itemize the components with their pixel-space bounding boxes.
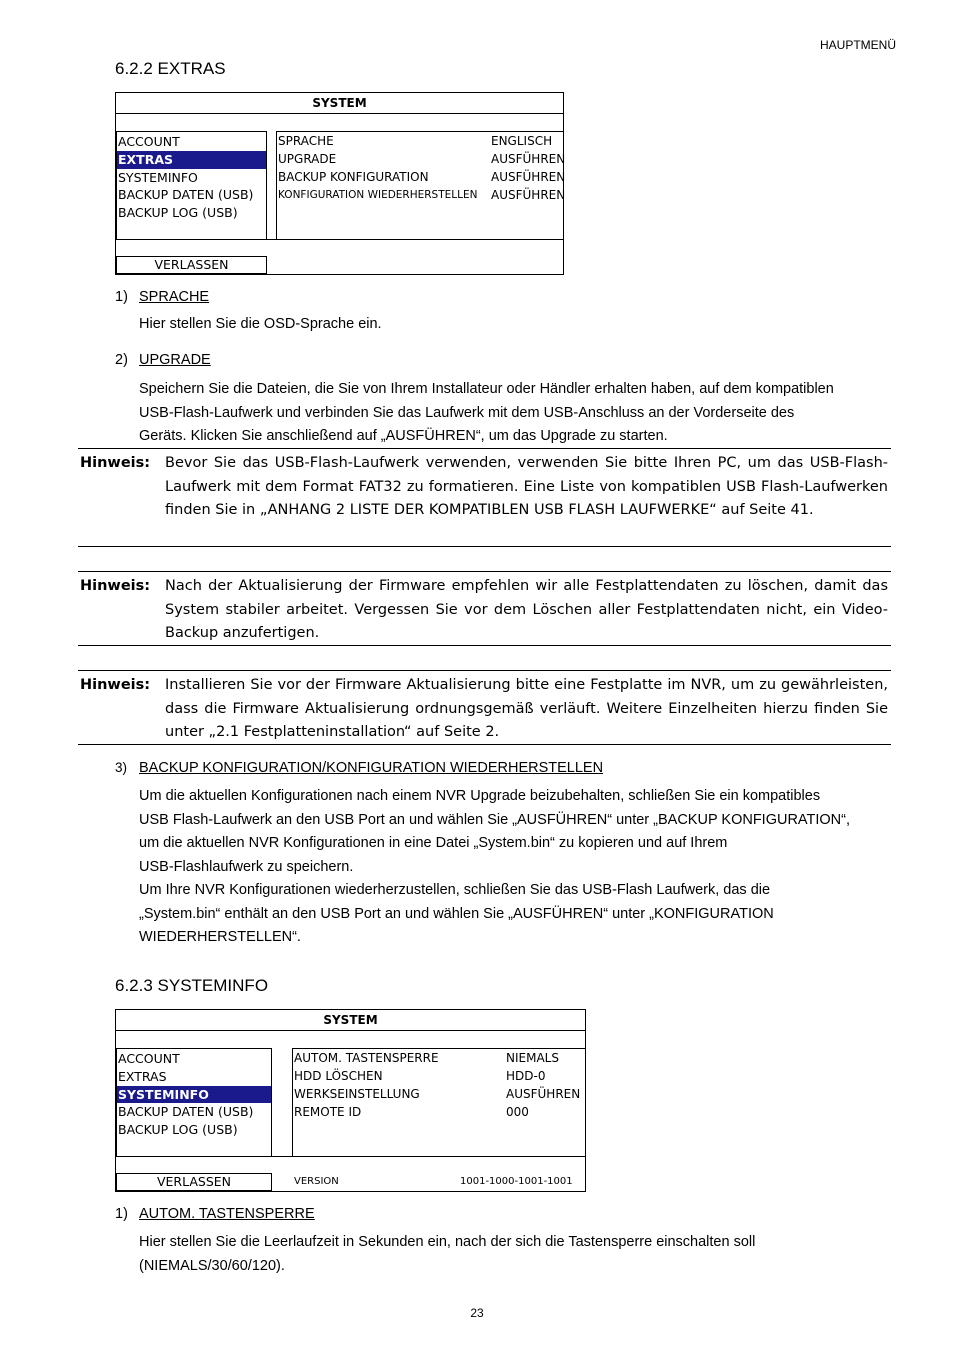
paragraph [139, 785, 891, 950]
page-number: 23 [470, 1306, 484, 1320]
setting-label: HDD LÖSCHEN [294, 1069, 383, 1083]
setting-row-remote-id[interactable] [293, 1103, 585, 1121]
setting-row-hdd-loeschen[interactable] [293, 1067, 585, 1085]
setting-row-sprache[interactable] [277, 132, 563, 150]
setting-label: AUTOM. TASTENSPERRE [294, 1051, 439, 1065]
setting-label: KONFIGURATION WIEDERHERSTELLEN [278, 189, 478, 201]
menu-title: SYSTEM [116, 93, 563, 114]
system-menu-systeminfo [115, 1009, 586, 1192]
menu-divider [116, 239, 563, 240]
setting-value[interactable]: AUSFÜHREN [491, 170, 566, 184]
setting-value[interactable]: AUSFÜHREN [506, 1087, 581, 1101]
menu-item-backup-log[interactable]: BACKUP LOG (USB) [118, 1122, 238, 1138]
text-line: Speichern Sie die Dateien, die Sie von Ihrem Installateur oder Händler erhalten haben, auf dem kompatiblen [139, 381, 834, 397]
text-line: Hier stellen Sie die Leerlaufzeit in Sekunden ein, nach der sich die Tastensperre einschalten soll [139, 1234, 756, 1250]
text-line: USB-Flashlaufwerk zu speichern. [139, 858, 354, 875]
exit-button[interactable]: VERLASSEN [116, 1173, 272, 1191]
setting-label: REMOTE ID [294, 1105, 362, 1119]
text-line: Um die aktuellen Konfigurationen nach einem NVR Upgrade beizubehalten, schließen Sie ein kompatibles [139, 788, 821, 804]
version-label: VERSION [294, 1176, 339, 1187]
menu-item-account[interactable]: ACCOUNT [118, 134, 180, 149]
text-line: um die aktuellen NVR Konfigurationen in eine Datei „System.bin“ zu kopieren und auf Ihrem [139, 835, 728, 851]
menu-item-backup-daten[interactable]: BACKUP DATEN (USB) [118, 1104, 254, 1120]
item-title-sprache: SPRACHE [139, 289, 210, 305]
text-line: WIEDERHERSTELLEN“. [139, 929, 301, 945]
setting-row-backup-konfiguration[interactable] [277, 168, 566, 186]
note-text: Bevor Sie das USB-Flash-Laufwerk verwenden, verwenden Sie bitte Ihren PC, um das USB-Flash-Laufwerk mit dem Format FAT32 zu formatieren. Eine Liste von kompatiblen USB Flash-Laufwerken finden Sie in „ANHANG 2 LISTE DER KOMPATIBLEN USB FLASH LAUFWERKE“ auf Seite 41. [165, 455, 888, 518]
paragraph: Hier stellen Sie die OSD-Sprache ein. [139, 316, 382, 332]
setting-value[interactable]: AUSFÜHREN [491, 188, 566, 202]
menu-item-systeminfo[interactable]: SYSTEMINFO [118, 169, 198, 185]
menu-item-backup-log[interactable]: BACKUP LOG (USB) [118, 205, 238, 221]
list-number: 2) [115, 352, 128, 368]
menu-item-systeminfo[interactable]: SYSTEMINFO [117, 1086, 271, 1104]
text-line: Geräts. Klicken Sie anschließend auf „AUSFÜHREN“, um das Upgrade zu starten. [139, 428, 668, 444]
menu-item-extras[interactable]: EXTRAS [118, 1068, 167, 1084]
list-number: 3) [115, 760, 128, 775]
menu-divider [116, 1156, 585, 1157]
menu-right-list [276, 131, 564, 240]
setting-value[interactable]: HDD-0 [506, 1069, 546, 1083]
note-label: Hinweis: [80, 677, 151, 693]
running-header: HAUPTMENÜ [819, 38, 896, 52]
setting-label: BACKUP KONFIGURATION [278, 170, 429, 184]
menu-item-account[interactable]: ACCOUNT [118, 1051, 180, 1066]
setting-value[interactable]: ENGLISCH [491, 134, 553, 148]
note-box [78, 670, 891, 745]
menu-left-list [116, 1048, 272, 1157]
version-value: 1001-1000-1001-1001 [460, 1176, 573, 1187]
menu-right-list [292, 1048, 586, 1157]
text-line: USB Flash-Laufwerk an den USB Port an und wählen Sie „AUSFÜHREN“ unter „BACKUP KONFIGURATION“, [139, 811, 851, 828]
menu-left-list [116, 131, 267, 240]
setting-value[interactable]: NIEMALS [506, 1051, 559, 1065]
menu-item-backup-daten[interactable]: BACKUP DATEN (USB) [118, 187, 254, 203]
setting-row-konfiguration-wiederherstellen[interactable] [277, 186, 566, 204]
item-title-tastensperre: AUTOM. TASTENSPERRE [139, 1206, 315, 1222]
note-label: Hinweis: [80, 455, 151, 471]
item-title-upgrade: UPGRADE [139, 352, 211, 368]
text-line: „System.bin“ enthält an den USB Port an und wählen Sie „AUSFÜHREN“ unter „KONFIGURATION [139, 905, 774, 922]
text-line: Um Ihre NVR Konfigurationen wiederherzustellen, schließen Sie das USB-Flash Laufwerk, das die [139, 882, 771, 898]
paragraph [139, 378, 891, 449]
text-line: (NIEMALS/30/60/120). [139, 1257, 285, 1274]
setting-row-tastensperre[interactable] [293, 1049, 585, 1067]
note-box [78, 448, 891, 547]
section-heading-extras: 6.2.2 EXTRAS [115, 59, 226, 78]
setting-label: UPGRADE [278, 152, 337, 166]
note-text: Nach der Aktualisierung der Firmware empfehlen wir alle Festplattendaten zu löschen, damit das System stabiler arbeitet. Vergessen Sie vor dem Löschen aller Festplattendaten nicht, ein Video-Backup anzufertigen. [165, 578, 888, 641]
section-heading-systeminfo: 6.2.3 SYSTEMINFO [115, 976, 269, 995]
text-line: USB-Flash-Laufwerk und verbinden Sie das Laufwerk mit dem USB-Anschluss an der Vorderseite des [139, 404, 795, 421]
paragraph [139, 1231, 891, 1278]
menu-title: SYSTEM [116, 1010, 585, 1031]
note-box [78, 571, 891, 646]
system-menu-extras [115, 92, 564, 275]
setting-value[interactable]: AUSFÜHREN [491, 152, 566, 166]
menu-item-extras[interactable]: EXTRAS [117, 151, 266, 169]
setting-value[interactable]: 000 [506, 1105, 529, 1119]
list-number: 1) [115, 1206, 128, 1222]
exit-button[interactable]: VERLASSEN [116, 256, 267, 274]
setting-label: SPRACHE [278, 134, 334, 148]
setting-row-upgrade[interactable] [277, 150, 566, 168]
setting-label: WERKSEINSTELLUNG [294, 1087, 420, 1101]
note-label: Hinweis: [80, 578, 151, 594]
item-title-backup: BACKUP KONFIGURATION/KONFIGURATION WIEDERHERSTELLEN [139, 760, 604, 776]
note-text: Installieren Sie vor der Firmware Aktualisierung bitte eine Festplatte im NVR, um zu gewährleisten, dass die Firmware Aktualisierung ordnungsgemäß verläuft. Weitere Einzelheiten hierzu finden Sie unter „2.1 Festplatteninstallation“ auf Seite 2. [165, 677, 888, 740]
list-number: 1) [115, 289, 128, 305]
setting-row-werkseinstellung[interactable] [293, 1085, 585, 1103]
